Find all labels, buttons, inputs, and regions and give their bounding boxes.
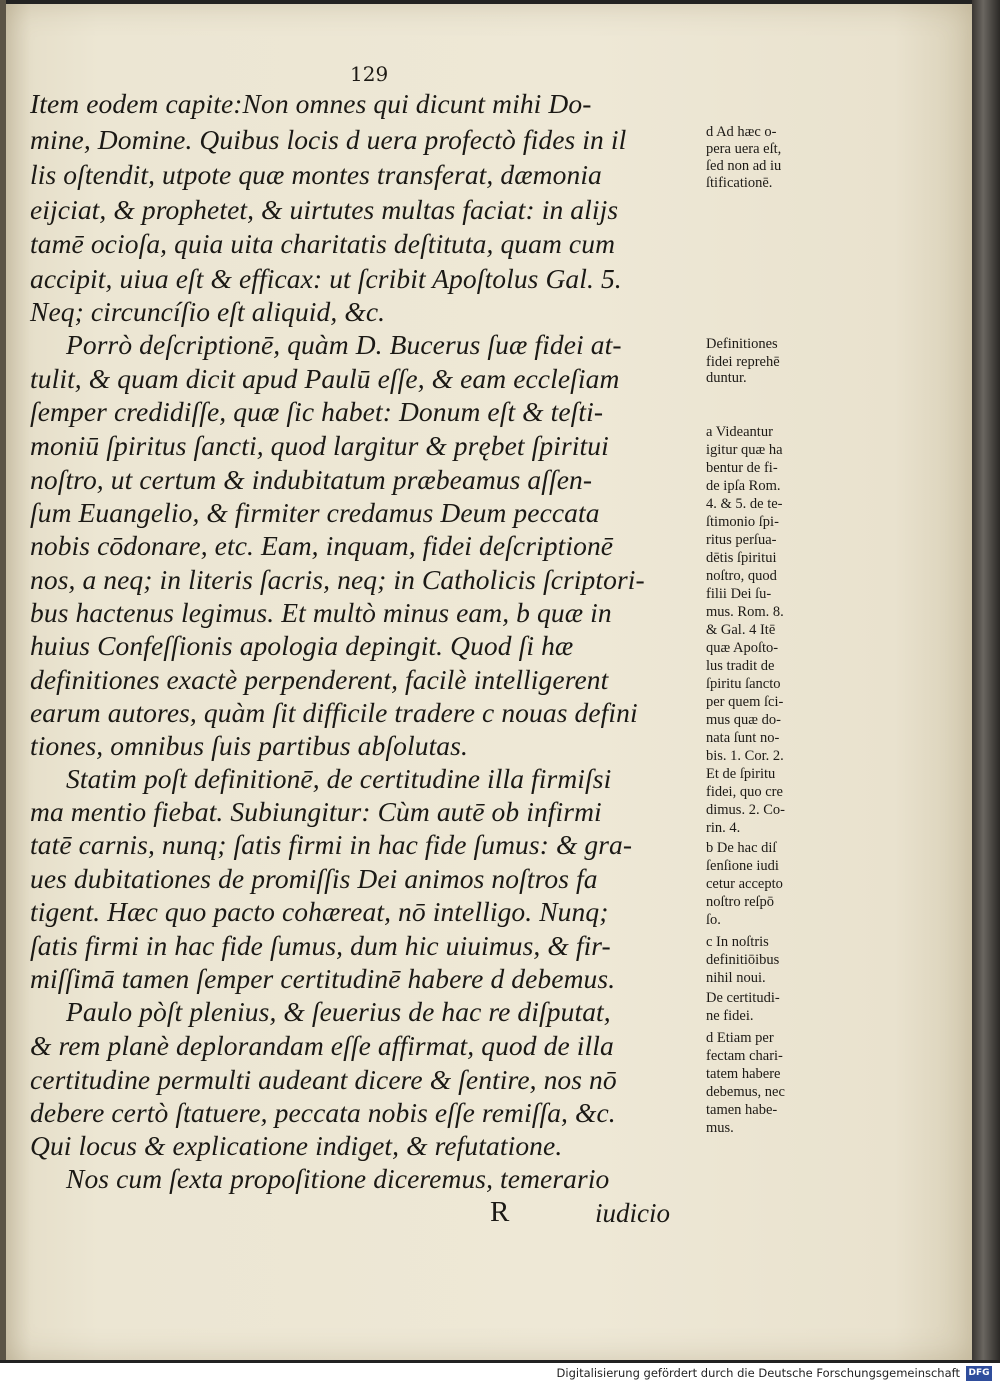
margin-note-line: pera uera eſt, <box>706 141 782 157</box>
text-line: miſſimā tamen ſemper certitudinē habere d debemus. <box>30 963 616 994</box>
margin-note-line: d Ad hæc o- <box>706 124 777 140</box>
margin-note-line: b De hac diſ <box>706 840 777 856</box>
margin-note-line: dētis ſpiritui <box>706 550 777 566</box>
text-line: Qui locus & explicatione indiget, & refutatione. <box>30 1130 563 1161</box>
margin-note-line: c In noſtris <box>706 934 769 950</box>
margin-note-line: tamen habe- <box>706 1102 778 1118</box>
gutter-shadow <box>0 0 6 1360</box>
margin-note-line: fidei, quo cre <box>706 784 783 800</box>
margin-note-line: De certitudi- <box>706 990 780 1006</box>
margin-note-line: de ipſa Rom. <box>706 478 781 494</box>
margin-note-line: rin. 4. <box>706 820 741 836</box>
text-line: tamē ocioſa, quia uita charitatis deſtituta, quam cum <box>30 228 616 259</box>
margin-note-line: fidei reprehē <box>706 354 780 370</box>
text-line: ſatis firmi in hac fide ſumus, dum hic uiuimus, & fir- <box>30 930 611 961</box>
text-line: Item eodem capite:Non omnes qui dicunt mihi Do- <box>30 88 592 119</box>
margin-note-line: definitiōibus <box>706 952 780 968</box>
text-line: tulit, & quam dicit apud Paulū eſſe, & eam eccleſiam <box>30 363 620 394</box>
margin-note-line: igitur quæ ha <box>706 442 783 458</box>
catchword: iudicio <box>595 1198 670 1228</box>
margin-note-line: 4. & 5. de te- <box>706 496 783 512</box>
margin-note-line: ne fidei. <box>706 1008 754 1024</box>
margin-note-line: dimus. 2. Co- <box>706 802 785 818</box>
text-line: tiones, omnibus ſuis partibus abſolutas. <box>30 730 468 761</box>
margin-note-line: ſo. <box>706 912 721 928</box>
margin-note-line: nihil noui. <box>706 970 766 986</box>
margin-note-line: per quem ſci- <box>706 694 784 710</box>
text-line: & rem planè deplorandam eſſe affirmat, quod de illa <box>30 1030 614 1061</box>
text-line: nobis cōdonare, etc. Eam, inquam, fidei deſcriptionē <box>30 530 614 561</box>
margin-note-line: duntur. <box>706 370 747 386</box>
margin-note-line: ſed non ad iu <box>706 158 782 174</box>
funding-credit: Digitalisierung gefördert durch die Deutsche Forschungsgemeinschaft <box>556 1366 960 1380</box>
margin-note-line: lus tradit de <box>706 658 775 674</box>
text-line: accipit, uiua eſt & efficax: ut ſcribit Apoſtolus Gal. 5. <box>30 263 622 294</box>
margin-note-line: noſtro reſpō <box>706 894 775 910</box>
text-line: tigent. Hæc quo pacto cohæreat, nō intelligo. Nunq; <box>30 896 609 927</box>
margin-note-line: bis. 1. Cor. 2. <box>706 748 784 764</box>
text-line: mine, Domine. Quibus locis d uera profectò fides in il <box>30 124 627 155</box>
text-line: nos, a neq; in literis ſacris, neq; in Catholicis ſcriptori- <box>30 564 645 595</box>
margin-note-line: ſpiritu ſancto <box>706 676 781 692</box>
text-line: ma mentio fiebat. Subiungitur: Cùm autē ob infirmi <box>30 796 602 827</box>
margin-note-line: fectam chari- <box>706 1048 783 1064</box>
text-line: Statim poſt definitionē, de certitudine illa firmiſsi <box>66 763 612 794</box>
margin-note-line: Et de ſpiritu <box>706 766 776 782</box>
text-line: earum autores, quàm ſit difficile tradere c nouas defini <box>30 697 638 728</box>
text-line: Paulo pòſt plenius, & ſeuerius de hac re diſputat, <box>66 996 611 1027</box>
text-line: Neq; circuncíſio eſt aliquid, &c. <box>30 296 386 327</box>
text-line: certitudine permulti audeant dicere & ſentire, nos nō <box>30 1064 617 1095</box>
margin-note-line: debemus, nec <box>706 1084 785 1100</box>
text-line: bus hactenus legimus. Et multò minus eam, b quæ in <box>30 597 612 628</box>
signature-mark: R <box>490 1196 510 1228</box>
margin-note-line: mus. Rom. 8. <box>706 604 784 620</box>
margin-note-line: tatem habere <box>706 1066 781 1082</box>
text-line: eijciat, & prophetet, & uirtutes multas faciat: in alijs <box>30 194 619 225</box>
margin-note-line: & Gal. 4 Itē <box>706 622 776 638</box>
margin-note-line: ſtificationē. <box>706 175 773 191</box>
margin-note-line: quæ Apoſto- <box>706 640 779 656</box>
margin-note-line: bentur de fi- <box>706 460 778 476</box>
dfg-logo-icon: DFG <box>966 1366 992 1381</box>
text-line: ues dubitationes de promiſſis Dei animos noſtros fa <box>30 863 598 894</box>
digitization-footer <box>0 1363 1000 1385</box>
margin-note-line: noſtro, quod <box>706 568 777 584</box>
text-line: noſtro, ut certum & indubitatum præbeamus aſſen- <box>30 464 593 495</box>
text-line: ſum Euangelio, & firmiter credamus Deum peccata <box>30 497 600 528</box>
margin-note-line: Definitiones <box>706 336 778 352</box>
margin-note-line: nata ſunt no- <box>706 730 780 746</box>
text-line: lis oſtendit, utpote quæ montes transferat, dæmonia <box>30 159 602 190</box>
margin-note-line: a Videantur <box>706 424 773 440</box>
margin-note-line: ſenſione iudi <box>706 858 779 874</box>
text-line: tatē carnis, nunq; ſatis firmi in hac fide ſumus: & gra- <box>30 829 633 860</box>
text-line: ſemper credidiſſe, quæ ſic habet: Donum eſt & teſti- <box>30 396 604 427</box>
margin-note-line: filii Dei ſu- <box>706 586 772 602</box>
text-line: Nos cum ſexta propoſitione diceremus, temerario <box>66 1163 610 1194</box>
page-number: 129 <box>350 62 389 86</box>
margin-note-line: cetur accepto <box>706 876 783 892</box>
margin-note-line: d Etiam per <box>706 1030 774 1046</box>
margin-note-line: mus quæ do- <box>706 712 781 728</box>
text-line: moniū ſpiritus ſancti, quod largitur & prębet ſpiritui <box>30 430 609 461</box>
page-edge <box>972 0 1000 1360</box>
margin-note-line: ſtimonio ſpi- <box>706 514 779 530</box>
text-line: definitiones exactè perpenderent, facilè intelligerent <box>30 664 609 695</box>
text-line: huius Confeſſionis apologia depingit. Quod ſi hæ <box>30 630 574 661</box>
margin-note-line: ritus perſua- <box>706 532 777 548</box>
margin-note-line: mus. <box>706 1120 734 1136</box>
text-line: Porrò deſcriptionē, quàm D. Bucerus ſuæ fidei at- <box>66 329 622 360</box>
text-line: debere certò ſtatuere, peccata nobis eſſe remiſſa, &c. <box>30 1097 616 1128</box>
